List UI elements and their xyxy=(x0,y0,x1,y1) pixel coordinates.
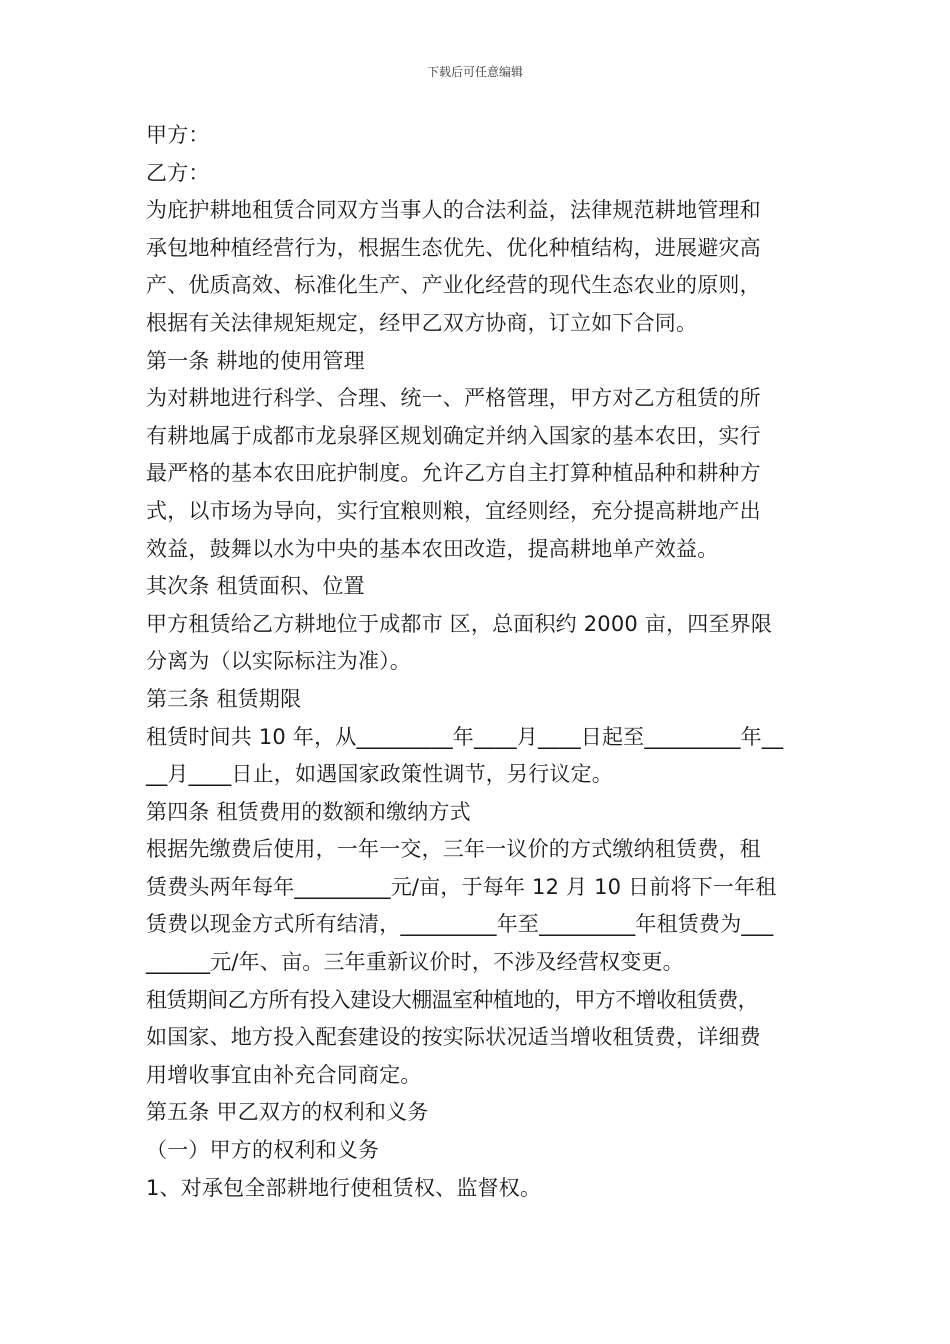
text-line: 如国家、地方投入配套建设的按实际状况适当增收租赁费，详细费 xyxy=(146,1025,761,1050)
text-line: 分离为（以实际标注为准）。 xyxy=(146,649,412,674)
text-line: 赁费头两年每年_________元/亩，于每年 12 月 10 日前将下一年租 xyxy=(146,874,777,899)
text-line: 根据先缴费后使用，一年一交，三年一议价的方式缴纳租赁费，租 xyxy=(146,837,761,862)
section-heading: 第一条 耕地的使用管理 xyxy=(146,348,365,373)
text-line: 为庇护耕地租赁合同双方当事人的合法利益，法律规范耕地管理和 xyxy=(146,198,761,223)
page-header-note: 下载后可任意编辑 xyxy=(426,65,523,79)
text-line: 式，以市场为导向，实行宜粮则粮，宜经则经，充分提高耕地产出 xyxy=(146,498,761,523)
list-item: 1、对承包全部耕地行使租赁权、监督权。 xyxy=(146,1175,542,1200)
text-line: 为对耕地进行科学、合理、统一、严格管理，甲方对乙方租赁的所 xyxy=(146,386,761,411)
section-heading: 第三条 租赁期限 xyxy=(146,686,302,711)
text-line: 产、优质高效、标准化生产、产业化经营的现代生态农业的原则， xyxy=(146,273,761,298)
text-line: 有耕地属于成都市龙泉驿区规划确定并纳入国家的基本农田，实行 xyxy=(146,423,761,448)
contract-body xyxy=(146,117,816,1207)
party-b-line: 乙方： xyxy=(146,160,210,185)
text-line: 甲方租赁给乙方耕地位于成都市 区，总面积约 2000 亩，四至界限 xyxy=(146,611,773,636)
text-line: 租赁期间乙方所有投入建设大棚温室种植地的，甲方不增收租赁费， xyxy=(146,987,758,1012)
text-line: 效益，鼓舞以水为中央的基本农田改造，提高耕地单产效益。 xyxy=(146,536,719,561)
section-heading: 第五条 甲乙双方的权利和义务 xyxy=(146,1100,429,1125)
text-line: 租赁时间共 10 年，从_________年____月____日起至_________年__ xyxy=(146,724,784,749)
subsection-heading: （一）甲方的权利和义务 xyxy=(146,1138,380,1163)
text-line: 根据有关法律规矩规定，经甲乙双方协商，订立如下合同。 xyxy=(146,310,698,335)
section-heading: 其次条 租赁面积、位置 xyxy=(146,574,365,599)
text-line: 用增收事宜由补充合同商定。 xyxy=(146,1062,422,1087)
text-line: ______元/年、亩。三年重新议价时，不涉及经营权变更。 xyxy=(146,950,684,975)
text-line: 赁费以现金方式所有结清，_________年至_________年租赁费为___ xyxy=(146,912,774,937)
party-a-line: 甲方： xyxy=(146,123,210,147)
text-line: __月____日止，如遇国家政策性调节，另行议定。 xyxy=(146,762,613,787)
section-heading: 第四条 租赁费用的数额和缴纳方式 xyxy=(146,799,471,824)
text-line: 最严格的基本农田庇护制度。允许乙方自主打算种植品种和耕种方 xyxy=(146,461,761,486)
text-line: 承包地种植经营行为，根据生态优先、优化种植结构，进展避灾高 xyxy=(146,235,761,260)
